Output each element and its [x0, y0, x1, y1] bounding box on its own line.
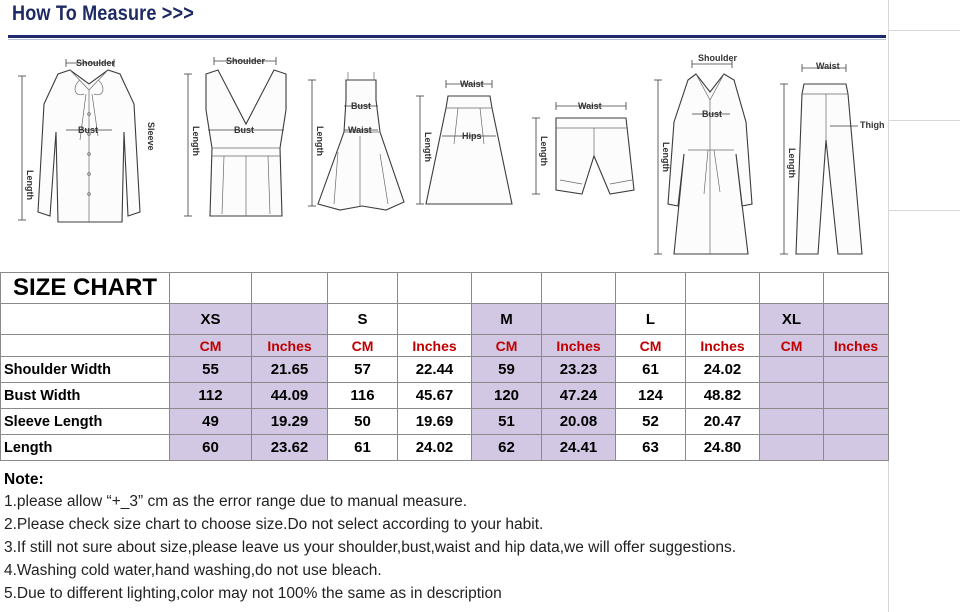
table-cell: [824, 409, 889, 435]
trench-coat-illustration: [648, 44, 772, 260]
thigh-label: Thigh: [860, 120, 885, 130]
waist-label: Waist: [816, 61, 840, 71]
table-cell: 24.02: [686, 357, 760, 383]
notes-section: [4, 469, 736, 605]
table-cell: 24.41: [542, 435, 616, 461]
unit-cm: CM: [616, 335, 686, 357]
length-label: Length: [25, 170, 35, 200]
table-cell: [760, 409, 824, 435]
size-s-header: S: [328, 304, 398, 335]
row-label-bust-width: Bust Width: [1, 383, 170, 409]
length-label: Length: [423, 132, 433, 162]
table-cell: [760, 357, 824, 383]
table-cell: 19.69: [398, 409, 472, 435]
table-cell: 50: [328, 409, 398, 435]
table-cell: 60: [170, 435, 252, 461]
length-label: Length: [787, 148, 797, 178]
tank-top-illustration: [176, 44, 304, 228]
table-cell: 116: [328, 383, 398, 409]
length-label: Length: [539, 136, 549, 166]
shorts-illustration: [526, 44, 644, 228]
table-cell: [824, 383, 889, 409]
table-cell: 55: [170, 357, 252, 383]
table-row: [1, 435, 889, 461]
table-cell: [760, 383, 824, 409]
table-cell: 19.29: [252, 409, 328, 435]
unit-inches: Inches: [398, 335, 472, 357]
note-item: 1.please allow “+_3” cm as the error range due to manual measure.: [4, 493, 468, 510]
size-chart-table: [0, 272, 889, 461]
table-row: [1, 383, 889, 409]
note-item: 4.Washing cold water,hand washing,do not use bleach.: [4, 562, 382, 579]
shoulder-label: Shoulder: [698, 53, 738, 63]
table-row: [1, 357, 889, 383]
row-label-length: Length: [1, 435, 170, 461]
length-label: Length: [661, 142, 671, 172]
bust-label: Bust: [234, 125, 254, 135]
shoulder-label: Shoulder: [76, 58, 116, 68]
unit-inches: Inches: [542, 335, 616, 357]
hips-label: Hips: [462, 131, 482, 141]
table-cell: 23.23: [542, 357, 616, 383]
length-label: Length: [315, 126, 325, 156]
row-label-shoulder-width: Shoulder Width: [1, 357, 170, 383]
header-divider-thin: [8, 39, 886, 40]
shoulder-label: Shoulder: [226, 56, 266, 66]
row-label-sleeve-length: Sleeve Length: [1, 409, 170, 435]
table-cell: 24.02: [398, 435, 472, 461]
table-cell: 20.47: [686, 409, 760, 435]
bust-label: Bust: [78, 125, 98, 135]
table-cell: 57: [328, 357, 398, 383]
page-title: How To Measure >>>: [12, 2, 194, 25]
bust-label: Bust: [702, 109, 722, 119]
bust-label: Bust: [351, 101, 371, 111]
note-item: 5.Due to different lighting,color may not 100% the same as in description: [4, 585, 502, 602]
unit-cm: CM: [472, 335, 542, 357]
size-l-header: L: [616, 304, 686, 335]
unit-inches: Inches: [824, 335, 889, 357]
notes-title: Note:: [4, 471, 44, 488]
table-cell: 45.67: [398, 383, 472, 409]
table-cell: 23.62: [252, 435, 328, 461]
size-xs-header: XS: [170, 304, 252, 335]
unit-cm: CM: [328, 335, 398, 357]
table-cell: 48.82: [686, 383, 760, 409]
unit-cm: CM: [170, 335, 252, 357]
dress-illustration: [304, 44, 412, 228]
table-cell: 49: [170, 409, 252, 435]
table-cell: 20.08: [542, 409, 616, 435]
waist-label: Waist: [578, 101, 602, 111]
blouse-illustration: [10, 44, 170, 228]
unit-inches: Inches: [252, 335, 328, 357]
table-cell: 61: [616, 357, 686, 383]
table-cell: 112: [170, 383, 252, 409]
size-m-header: M: [472, 304, 542, 335]
unit-inches: Inches: [686, 335, 760, 357]
table-cell: [824, 435, 889, 461]
table-cell: [824, 357, 889, 383]
table-cell: 24.80: [686, 435, 760, 461]
pants-illustration: [774, 44, 888, 260]
length-label: Length: [191, 126, 201, 156]
sleeve-label: Sleeve: [146, 122, 156, 151]
table-cell: 21.65: [252, 357, 328, 383]
waist-label: Waist: [460, 79, 484, 89]
table-cell: 61: [328, 435, 398, 461]
table-cell: 124: [616, 383, 686, 409]
note-item: 2.Please check size chart to choose size.Do not select according to your habit.: [4, 516, 544, 533]
table-cell: [760, 435, 824, 461]
table-cell: 62: [472, 435, 542, 461]
waist-label: Waist: [348, 125, 372, 135]
table-cell: 52: [616, 409, 686, 435]
skirt-illustration: [412, 44, 524, 228]
table-cell: 22.44: [398, 357, 472, 383]
table-cell: 51: [472, 409, 542, 435]
table-cell: 44.09: [252, 383, 328, 409]
size-xl-header: XL: [760, 304, 824, 335]
table-row: [1, 409, 889, 435]
note-item: 3.If still not sure about size,please leave us your shoulder,bust,waist and hip data,we will offer suggestions.: [4, 539, 737, 556]
size-chart-title: SIZE CHART: [1, 273, 170, 304]
table-cell: 63: [616, 435, 686, 461]
table-cell: 59: [472, 357, 542, 383]
table-cell: 120: [472, 383, 542, 409]
header-divider: [8, 35, 886, 38]
table-cell: 47.24: [542, 383, 616, 409]
unit-cm: CM: [760, 335, 824, 357]
